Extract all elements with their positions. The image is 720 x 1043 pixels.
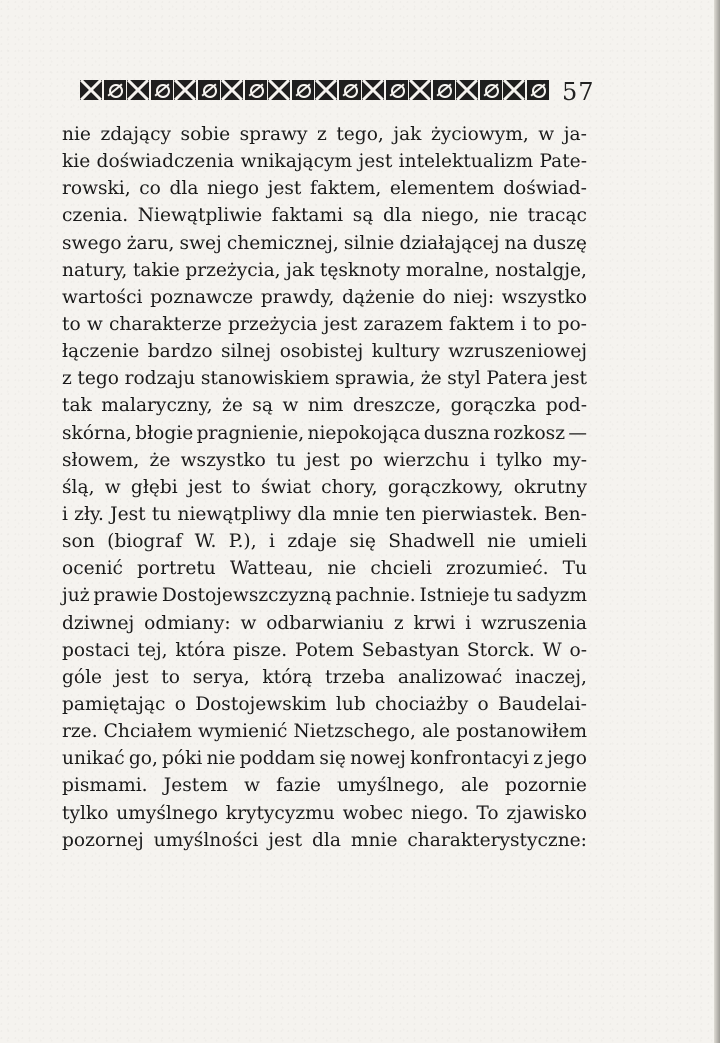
page-edge-shadow [714,0,720,1043]
text-line: i zły. Jest tu niewątpliwy dla mnie ten pierwiastek. Ben- [62,503,587,525]
body-text [62,121,587,854]
text-line: łączenie bardzo silnej osobistej kultury wzruszeniowej [62,341,587,363]
text-line: ocenić portretu Watteau, nie chcieli zrozumieć. Tu [62,558,587,580]
text-line: unikać go, póki nie poddam się nowej konfrontacyi z jego [62,748,587,770]
ornament-tile [315,80,337,100]
ornament-tile [527,80,549,100]
ornament-tile [151,80,173,100]
ornament-tile [174,80,196,100]
text-line: już prawie Dostojewszczyzną pachnie. Istnieje tu sadyzm [62,585,587,607]
text-line: wartości poznawcze prawdy, dążenie do niej: wszystko [62,286,587,308]
page-number: 57 [562,78,595,106]
text-line: kie doświadczenia wnikającym jest intelektualizm Pate- [62,151,587,173]
text-line: tylko umyślnego krytycyzmu wobec niego. To zjawisko [62,802,587,824]
text-line: dziwnej odmiany: w odbarwianiu z krwi i wzruszenia [62,612,587,634]
ornament-tile [386,80,408,100]
page-header [80,78,600,108]
text-line: pozornej umyślności jest dla mnie charakterystyczne: [62,829,587,851]
ornament-tile [480,80,502,100]
text-line: postaci tej, która pisze. Potem Sebastyan Storck. W o- [62,639,587,661]
ornament-tile [127,80,149,100]
text-line: góle jest to serya, którą trzeba analizować inaczej, [62,666,587,688]
ornament-tile [104,80,126,100]
text-line: z tego rodzaju stanowiskiem sprawia, że styl Patera jest [62,368,587,390]
text-line: son (biograf W. P.), i zdaje się Shadwell nie umieli [62,531,587,553]
text-line: skórna, błogie pragnienie, niepokojąca duszna rozkosz — [62,422,587,444]
ornament-tile [456,80,478,100]
ornament-tile [292,80,314,100]
text-line: to w charakterze przeżycia jest zarazem faktem i to po- [62,313,587,335]
ornament-tile [362,80,384,100]
ornament-tile [80,80,102,100]
ornament-tile [409,80,431,100]
text-line: ślą, w głębi jest to świat chory, gorączkowy, okrutny [62,476,587,498]
ornament-tile [268,80,290,100]
decorative-ornament-band [80,80,558,102]
text-line: tak malaryczny, że są w nim dreszcze, gorączka pod- [62,395,587,417]
text-line: pismami. Jestem w fazie umyślnego, ale pozornie [62,775,587,797]
text-line: słowem, że wszystko tu jest po wierzchu i tylko my- [62,449,587,471]
ornament-tile [198,80,220,100]
text-line: natury, takie przeżycia, jak tęsknoty moralne, nostalgje, [62,259,587,281]
ornament-tile [503,80,525,100]
ornament-tile [339,80,361,100]
ornament-tile [433,80,455,100]
text-line: swego żaru, swej chemicznej, silnie działającej na duszę [62,232,587,254]
text-line: rowski, co dla niego jest faktem, elementem doświad- [62,178,587,200]
ornament-tile [221,80,243,100]
ornament-tile [245,80,267,100]
text-line: rze. Chciałem wymienić Nietzschego, ale postanowiłem [62,721,587,743]
text-line: nie zdający sobie sprawy z tego, jak życiowym, w ja- [62,124,587,145]
text-line: pamiętając o Dostojewskim lub chociażby o Baudelai- [62,693,587,715]
text-line: czenia. Niewątpliwie faktami są dla niego, nie tracąc [62,205,587,227]
